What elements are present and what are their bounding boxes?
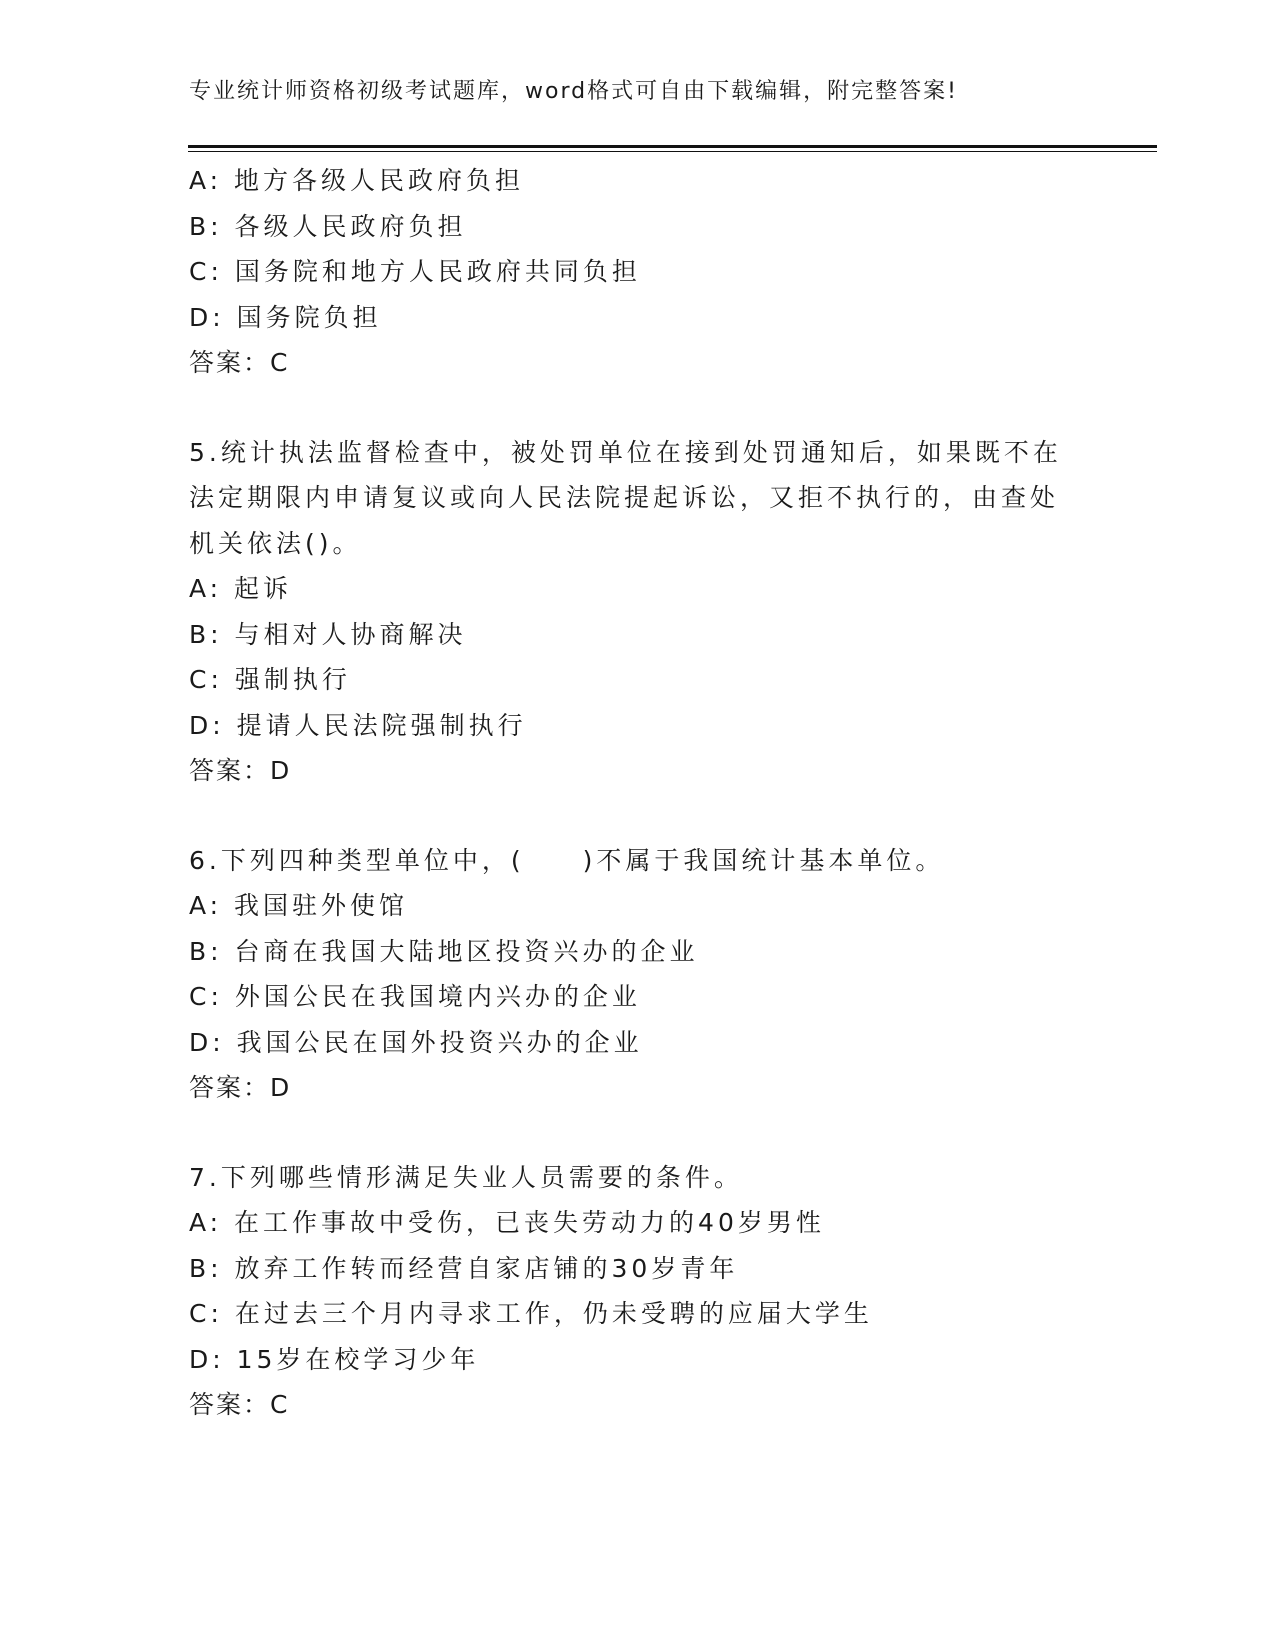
header-rule-thick [188,145,1157,148]
question-content [189,158,1089,1428]
option-c: C: 外国公民在我国境内兴办的企业 [189,982,641,1011]
option-d: D: 我国公民在国外投资兴办的企业 [189,1027,643,1057]
question-5 [189,430,1089,794]
question-stem-line: 5.统计执法监督检查中，被处罚单位在接到处罚通知后，如果既不在 [189,437,1062,467]
spacer [189,794,1089,838]
option-d: D: 提请人民法院强制执行 [189,710,527,740]
page-header: 专业统计师资格初级考试题库，word格式可自由下载编辑，附完整答案! [189,79,958,104]
option-b: B: 与相对人协商解决 [189,619,467,649]
answer: 答案：D [189,1073,292,1102]
answer: 答案：D [189,756,292,785]
question-stem-line: 法定期限内申请复议或向人民法院提起诉讼，又拒不执行的，由查处 [189,483,1060,512]
option-b: B: 放弃工作转而经营自家店铺的30岁青年 [189,1253,739,1283]
option-a: A: 地方各级人民政府负担 [189,166,525,195]
question-4 [189,158,1089,386]
option-b: B: 各级人民政府负担 [189,211,467,241]
spacer [189,386,1089,430]
answer: 答案：C [189,1390,290,1419]
option-a: A: 起诉 [189,574,293,603]
answer: 答案：C [189,348,290,377]
option-c: C: 国务院和地方人民政府共同负担 [189,257,641,286]
option-d: D: 国务院负担 [189,302,382,332]
question-6 [189,838,1089,1111]
question-stem-line: 6.下列四种类型单位中，( )不属于我国统计基本单位。 [189,845,945,875]
option-a: A: 我国驻外使馆 [189,891,409,920]
question-stem-line: 7.下列哪些情形满足失业人员需要的条件。 [189,1162,743,1192]
option-a: A: 在工作事故中受伤，已丧失劳动力的40岁男性 [189,1208,825,1237]
spacer [189,1111,1089,1155]
option-d: D: 15岁在校学习少年 [189,1344,480,1374]
question-stem-line: 机关依法()。 [189,528,362,558]
question-7 [189,1155,1089,1428]
header-rule-thin [188,151,1157,152]
option-b: B: 台商在我国大陆地区投资兴办的企业 [189,936,699,966]
option-c: C: 在过去三个月内寻求工作，仍未受聘的应届大学生 [189,1299,873,1328]
option-c: C: 强制执行 [189,665,351,694]
